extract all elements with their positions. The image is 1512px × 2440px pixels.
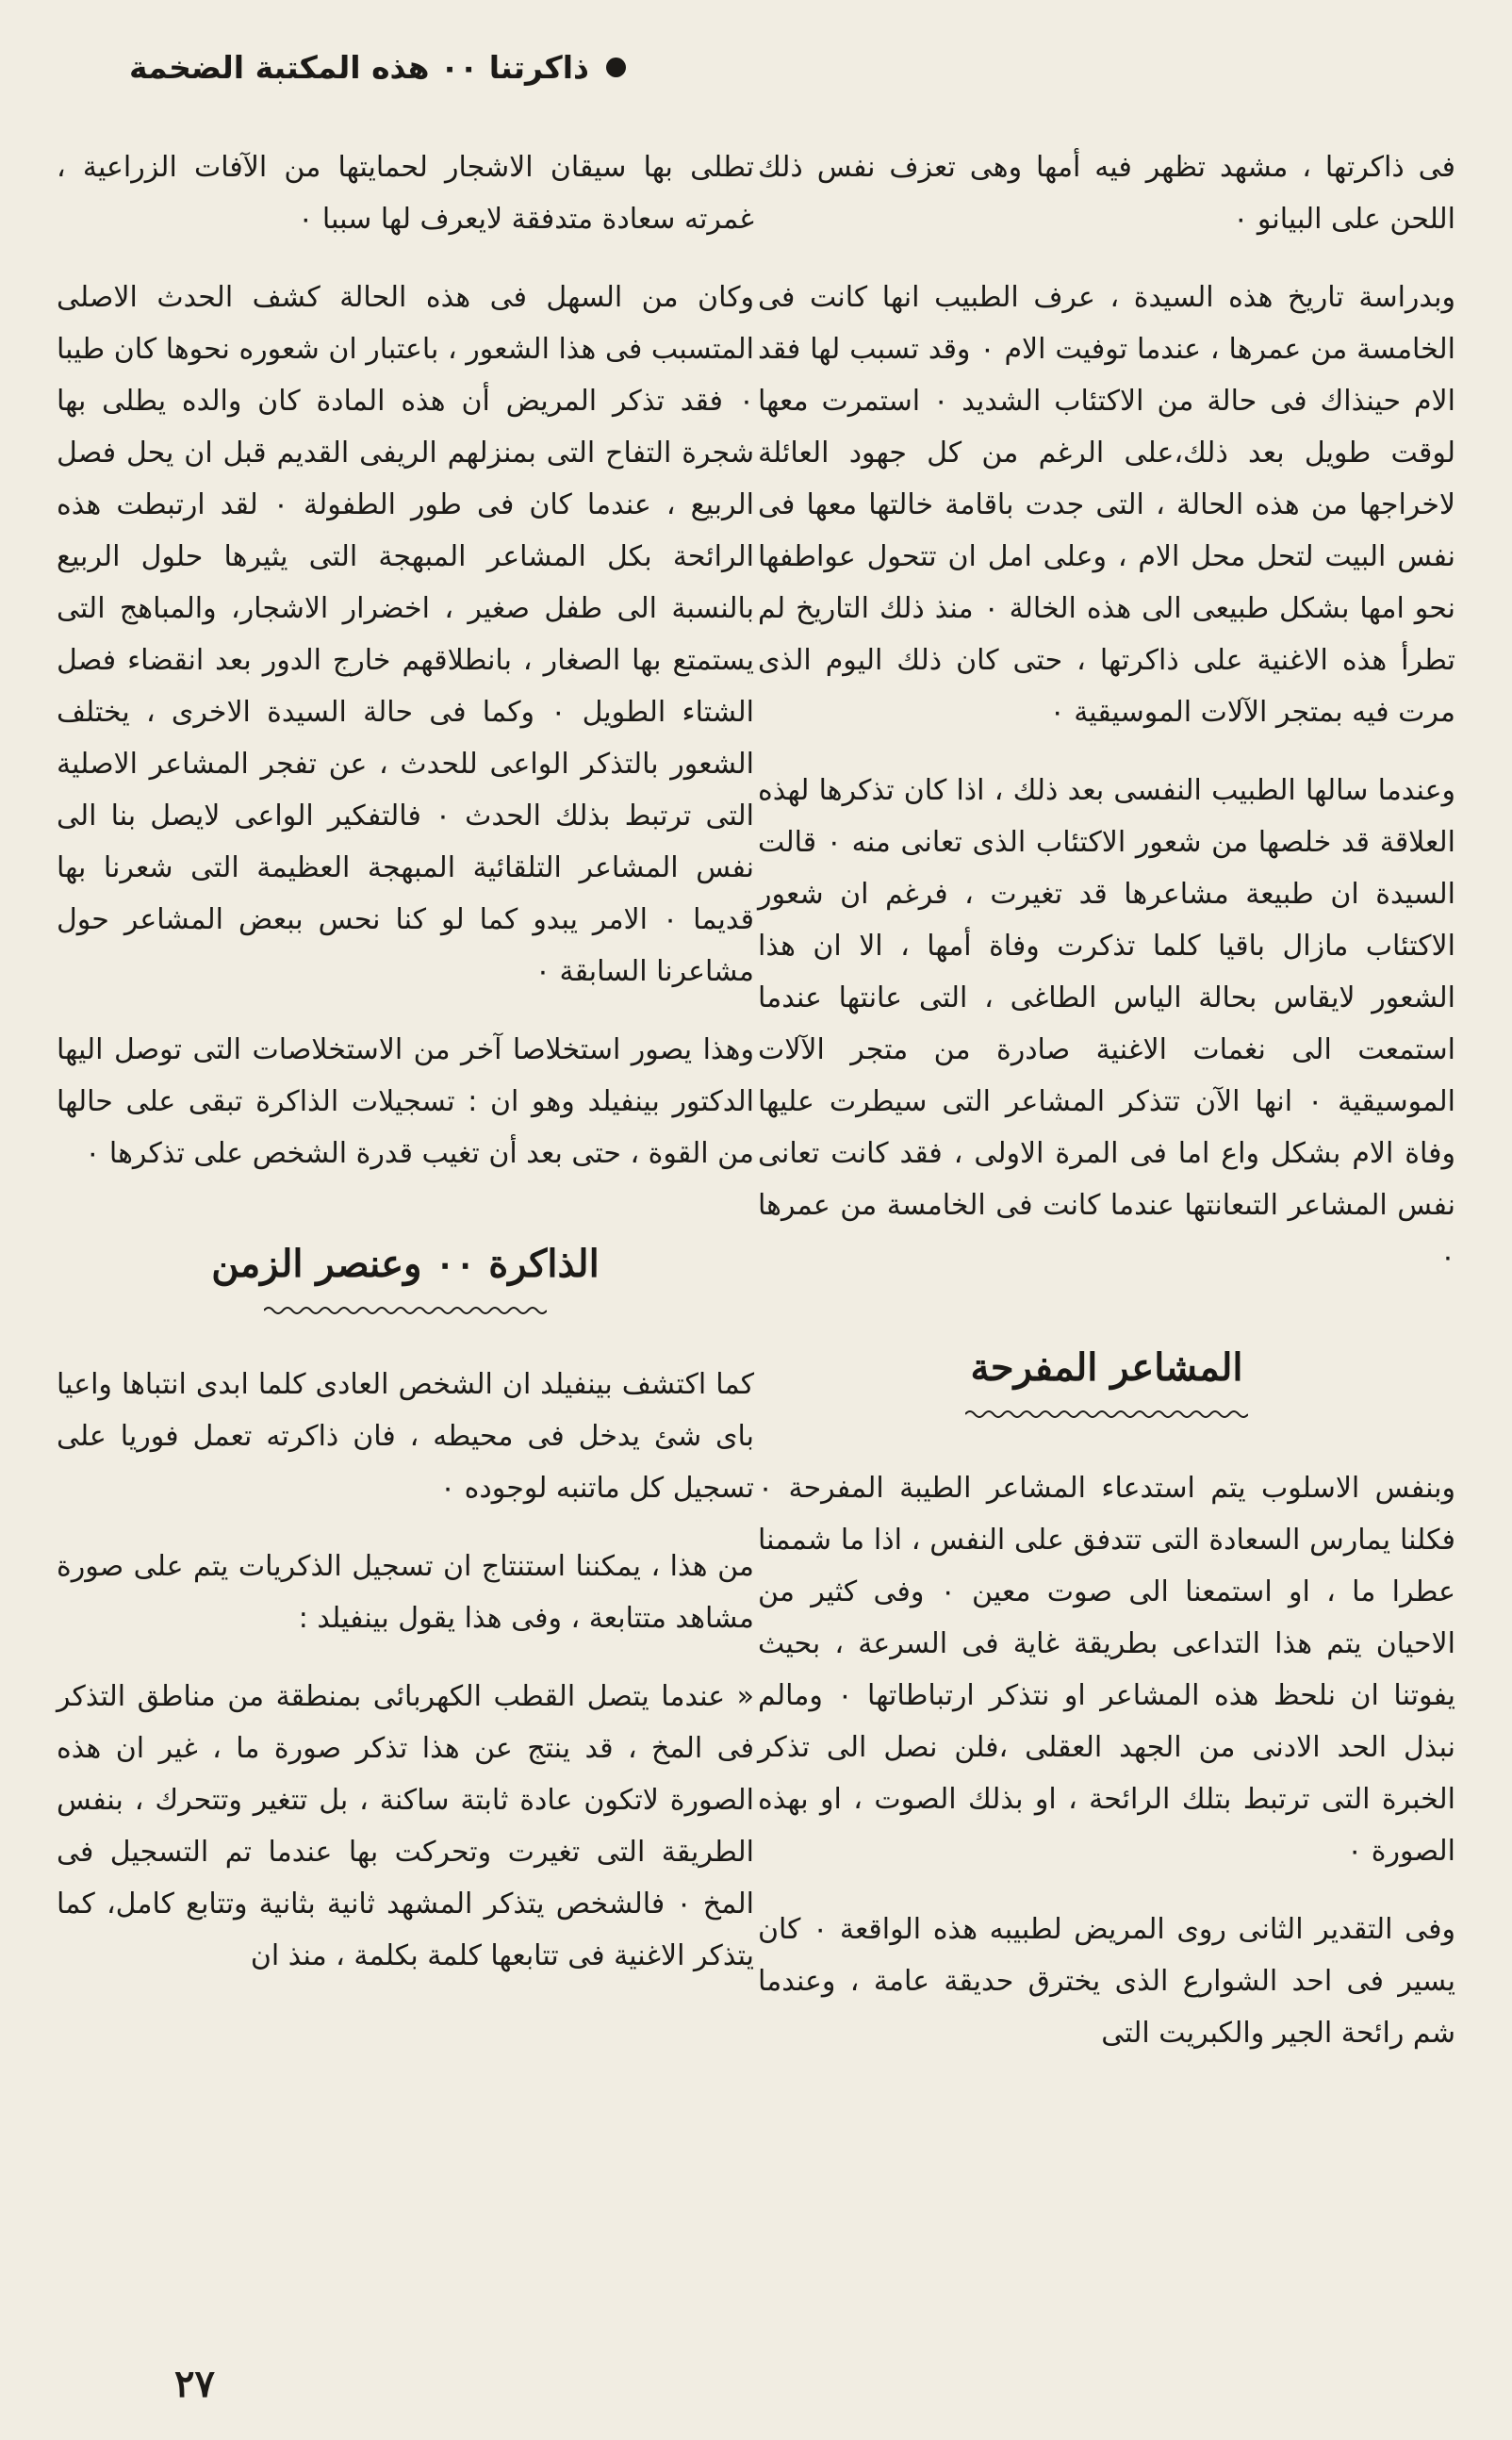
paragraph: وعندما سالها الطبيب النفسى بعد ذلك ، اذا كان تذكرها لهذه العلاقة قد خلصها من شعور الاكتئاب الذى تعانى منه ٠ قالت السيدة ان طبيعة مشاعرها قد تغيرت ، فرغم ان شعور الاكتئاب مازال باقيا كلما تذكرت وفاة أمها ، الا ان هذا الشعور لايقاس بحالة الياس الطاغى ، التى عانتها عندما استمعت الى نغمات الاغنية صادرة من متجر الآلات الموسيقية ٠ انها الآن تتذكر المشاعر التى سيطرت عليها وفاة الام بشكل واع اما فى المرة الاولى ، فقد كانت تعانى نفس المشاعر التىعانتها عندما كانت فى الخامسة من عمرها ٠ — [758, 774, 1456, 1274]
paragraph: وفى التقدير الثانى روى المريض لطبيبه هذه الواقعة ٠ كان يسير فى احد الشوارع الذى يخترق حديقة عامة ، وعندما شم رائحة الجير والكبريت التى — [758, 1913, 1455, 2050]
left-column — [57, 141, 754, 2008]
paragraph: كما اكتشف بينفيلد ان الشخص العادى كلما ابدى انتباها واعيا باى شئ يدخل فى محيطه ، فان ذاكرته تعمل فوريا على تسجيل كل ماتنبه لوجوده ٠ — [57, 1368, 754, 1505]
wavy-underline-icon — [264, 1304, 547, 1317]
running-header — [60, 49, 626, 86]
paragraph: من هذا ، يمكننا استنتاج ان تسجيل الذكريات يتم على صورة مشاهد متتابعة ، وفى هذا يقول بينفيلد : — [57, 1550, 754, 1635]
paragraph: فى ذاكرتها ، مشهد تظهر فيه أمها وهى تعزف نفس ذلك اللحن على البيانو ٠ — [758, 151, 1455, 236]
bullet-icon — [606, 58, 626, 77]
running-header-title: ذاكرتنا ٠٠ هذه المكتبة الضخمة — [128, 49, 589, 86]
section-heading-memory-and-time: الذاكرة ٠٠ وعنصر الزمن — [211, 1242, 600, 1286]
paragraph: « عندما يتصل القطب الكهربائى بمنطقة من مناطق التذكر فى المخ ، قد ينتج عن هذا تذكر صورة ما ، غير ان هذه الصورة لاتكون عادة ثابتة ساكنة ، بل تتغير وتتحرك ، بنفس الطريقة التى تغيرت وتحركت بها عندما تم التسجيل فى المخ ٠ فالشخص يتذكر المشهد ثانية بثانية وتتابع كامل، كما يتذكر الاغنية فى تتابعها كلمة بكلمة ، منذ ان — [57, 1680, 754, 1972]
wavy-underline-icon — [965, 1408, 1248, 1421]
paragraph: تطلى بها سيقان الاشجار لحمايتها من الآفات الزراعية ، غمرته سعادة متدفقة لايعرف لها سببا ٠ — [57, 151, 754, 236]
paragraph: وكان من السهل فى هذه الحالة كشف الحدث الاصلى المتسبب فى هذا الشعور ، باعتبار ان شعوره نحوها كان طيبا ٠ فقد تذكر المريض أن هذه المادة كان والده يطلى بها شجرة التفاح التى بمنزلهم الريفى القديم قبل ان يحل فصل الربيع ، عندما كان فى طور الطفولة ٠ لقد ارتبطت هذه الرائحة بكل المشاعر المبهجة التى يثيرها حلول الربيع بالنسبة الى طفل صغير ، اخضرار الاشجار، والمباهج التى يستمتع بها الصغار ، بانطلاقهم خارج الدور بعد انقضاء فصل الشتاء الطويل ٠ وكما فى حالة السيدة الاخرى ، يختلف الشعور بالتذكر الواعى للحدث ، عن تفجر المشاعر الاصلية التى ترتبط بذلك الحدث ٠ فالتفكير الواعى لايصل بنا الى نفس المشاعر التلقائية المبهجة العظيمة التى شعرنا بها قديما ٠ الامر يبدو كما لو كنا نحس ببعض المشاعر حول مشاعرنا السابقة ٠ — [57, 281, 755, 988]
paragraph: وبنفس الاسلوب يتم استدعاء المشاعر الطيبة المفرحة ٠ فكلنا يمارس السعادة التى تتدفق على النفس ، اذا ما شممنا عطرا ما ، او استمعنا الى صوت معين ٠ وفى كثير من الاحيان يتم هذا التداعى بطريقة غاية فى السرعة ، بحيث يفوتنا ان نلحظ هذه المشاعر او نتذكر ارتباطاتها ٠ ومالم نبذل الحد الادنى من الجهد العقلى ،فلن نصل الى تذكر الخبرة التى ترتبط بتلك الرائحة ، او بذلك الصوت ، او بهذه الصورة ٠ — [758, 1472, 1456, 1868]
paragraph: وهذا يصور استخلاصا آخر من الاستخلاصات التى توصل اليها الدكتور بينفيلد وهو ان : تسجيلات الذاكرة تبقى على حالها من القوة ، حتى بعد أن تغيب قدرة الشخص على تذكرها ٠ — [57, 1033, 754, 1170]
section-heading-joyful-feelings: المشاعر المفرحة — [970, 1345, 1243, 1390]
paragraph: وبدراسة تاريخ هذه السيدة ، عرف الطبيب انها كانت فى الخامسة من عمرها ، عندما توفيت الام ٠ وقد تسبب لها فقد الام حينذاك فى حالة من الاكتئاب الشديد ٠ استمرت معها لوقت طويل بعد ذلك،على الرغم من كل جهود العائلة لاخراجها من هذه الحالة ، التى جدت باقامة خالتها معها فى نفس البيت لتحل محل الام ، وعلى امل ان تتحول عواطفها نحو امها بشكل طبيعى الى هذه الخالة ٠ منذ ذلك التاريخ لم تطرأ هذه الاغنية على ذاكرتها ، حتى كان ذلك اليوم الذى مرت فيه بمتجر الآلات الموسيقية ٠ — [758, 281, 1456, 729]
right-column — [758, 141, 1455, 2086]
page-number: ٢٧ — [174, 2362, 215, 2406]
